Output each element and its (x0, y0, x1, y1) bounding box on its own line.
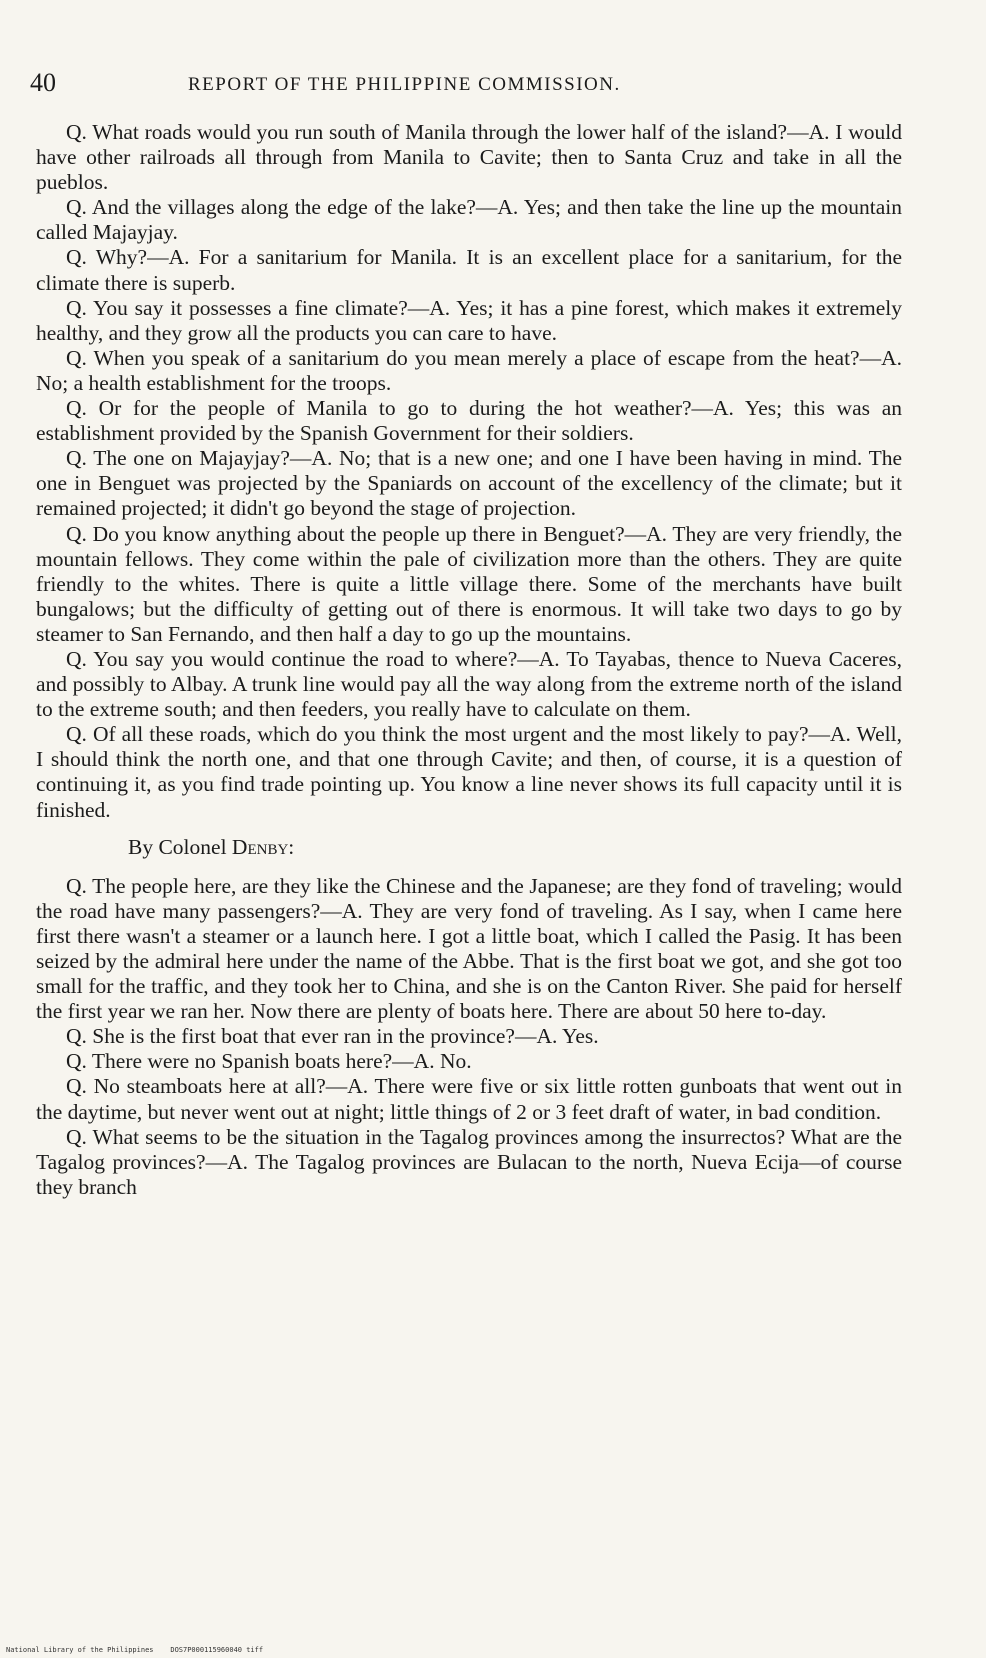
paragraph: Q. Why?—A. For a sanitarium for Manila. It is an excellent place for a sanitarium, for the climate there is superb. (36, 245, 902, 295)
speaker-byline (36, 835, 902, 860)
paragraph: Q. The one on Majayjay?—A. No; that is a new one; and one I have been having in mind. The one in Benguet was projected by the Spaniards on account of the excellency of the climate; but it remained projected; it didn't go beyond the stage of projection. (36, 446, 902, 521)
paragraph: Q. When you speak of a sanitarium do you mean merely a place of escape from the heat?—A. No; a health establishment for the troops. (36, 345, 902, 395)
paragraph: Q. What seems to be the situation in the Tagalog provinces among the insurrectos? What are the Tagalog provinces?—A. The Tagalog provinces are Bulacan to the north, Nueva Ecija—of course they branch (36, 1124, 902, 1199)
paragraph: Q. Of all these roads, which do you think the most urgent and the most likely to pay?—A. Well, I should think the north one, and that one through Cavite; and then, of course, it is a question of continuing it, as you find trade pointing up. You know a line never shows its full capacity until it is finished. (36, 722, 902, 822)
paragraph: Q. Do you know anything about the people up there in Benguet?—A. They are very friendly, the mountain fellows. They come within the pale of civilization more than the others. They are quite friendly to the whites. There is quite a little village there. Some of the merchants have built bungalows; but the difficulty of getting out of there is enormous. It will take two days to go by steamer to San Fernando, and then half a day to go up the mountains. (36, 521, 902, 646)
paragraph: Q. You say it possesses a fine climate?—A. Yes; it has a pine forest, which makes it extremely healthy, and they grow all the products you can care to have. (36, 295, 902, 345)
paragraph: Q. The people here, are they like the Chinese and the Japanese; are they fond of traveling; would the road have many passengers?—A. They are very fond of traveling. As I say, when I came here first there wasn't a steamer or a launch here. I got a little boat, which I called the Pasig. It has been seized by the admiral here under the name of the Abbe. That is the first boat we got, and she got too small for the traffic, and they took her to China, and she is on the Canton River. She paid for herself the first year we ran her. Now there are plenty of boats here. There are about 50 here to-day. (36, 873, 902, 1024)
paragraph: Q. She is the first boat that ever ran in the province?—A. Yes. (66, 1024, 599, 1049)
page-number: 40 (30, 68, 56, 97)
byline-prefix: By Colonel (128, 834, 232, 859)
byline-name: Denby: (231, 834, 295, 859)
running-head: REPORT OF THE PHILIPPINE COMMISSION. (188, 74, 621, 95)
paragraph: Q. Or for the people of Manila to go to during the hot weather?—A. Yes; this was an establishment provided by the Spanish Government for their soldiers. (36, 396, 902, 446)
scan-footer: National Library of the Philippines DOS7P000115960040 tiff (6, 1646, 264, 1654)
paragraph: Q. And the villages along the edge of the lake?—A. Yes; and then take the line up the mountain called Majayjay. (36, 195, 902, 245)
paragraph: Q. You say you would continue the road to where?—A. To Tayabas, thence to Nueva Caceres, and possibly to Albay. A trunk line would pay all the way along from the extreme north of the island to the extreme south; and then feeders, you really have to calculate on them. (36, 646, 902, 722)
body-text (36, 120, 902, 1200)
paragraph: Q. There were no Spanish boats here?—A. No. (66, 1049, 472, 1074)
paragraph: Q. What roads would you run south of Manila through the lower half of the island?—A. I would have other railroads all through from Manila to Cavite; then to Santa Cruz and take in all the pueblos. (36, 120, 902, 195)
page-header (30, 68, 930, 104)
paragraph: Q. No steamboats here at all?—A. There were five or six little rotten gunboats that went out in the daytime, but never went out at night; little things of 2 or 3 feet draft of water, in bad condition. (36, 1074, 902, 1124)
